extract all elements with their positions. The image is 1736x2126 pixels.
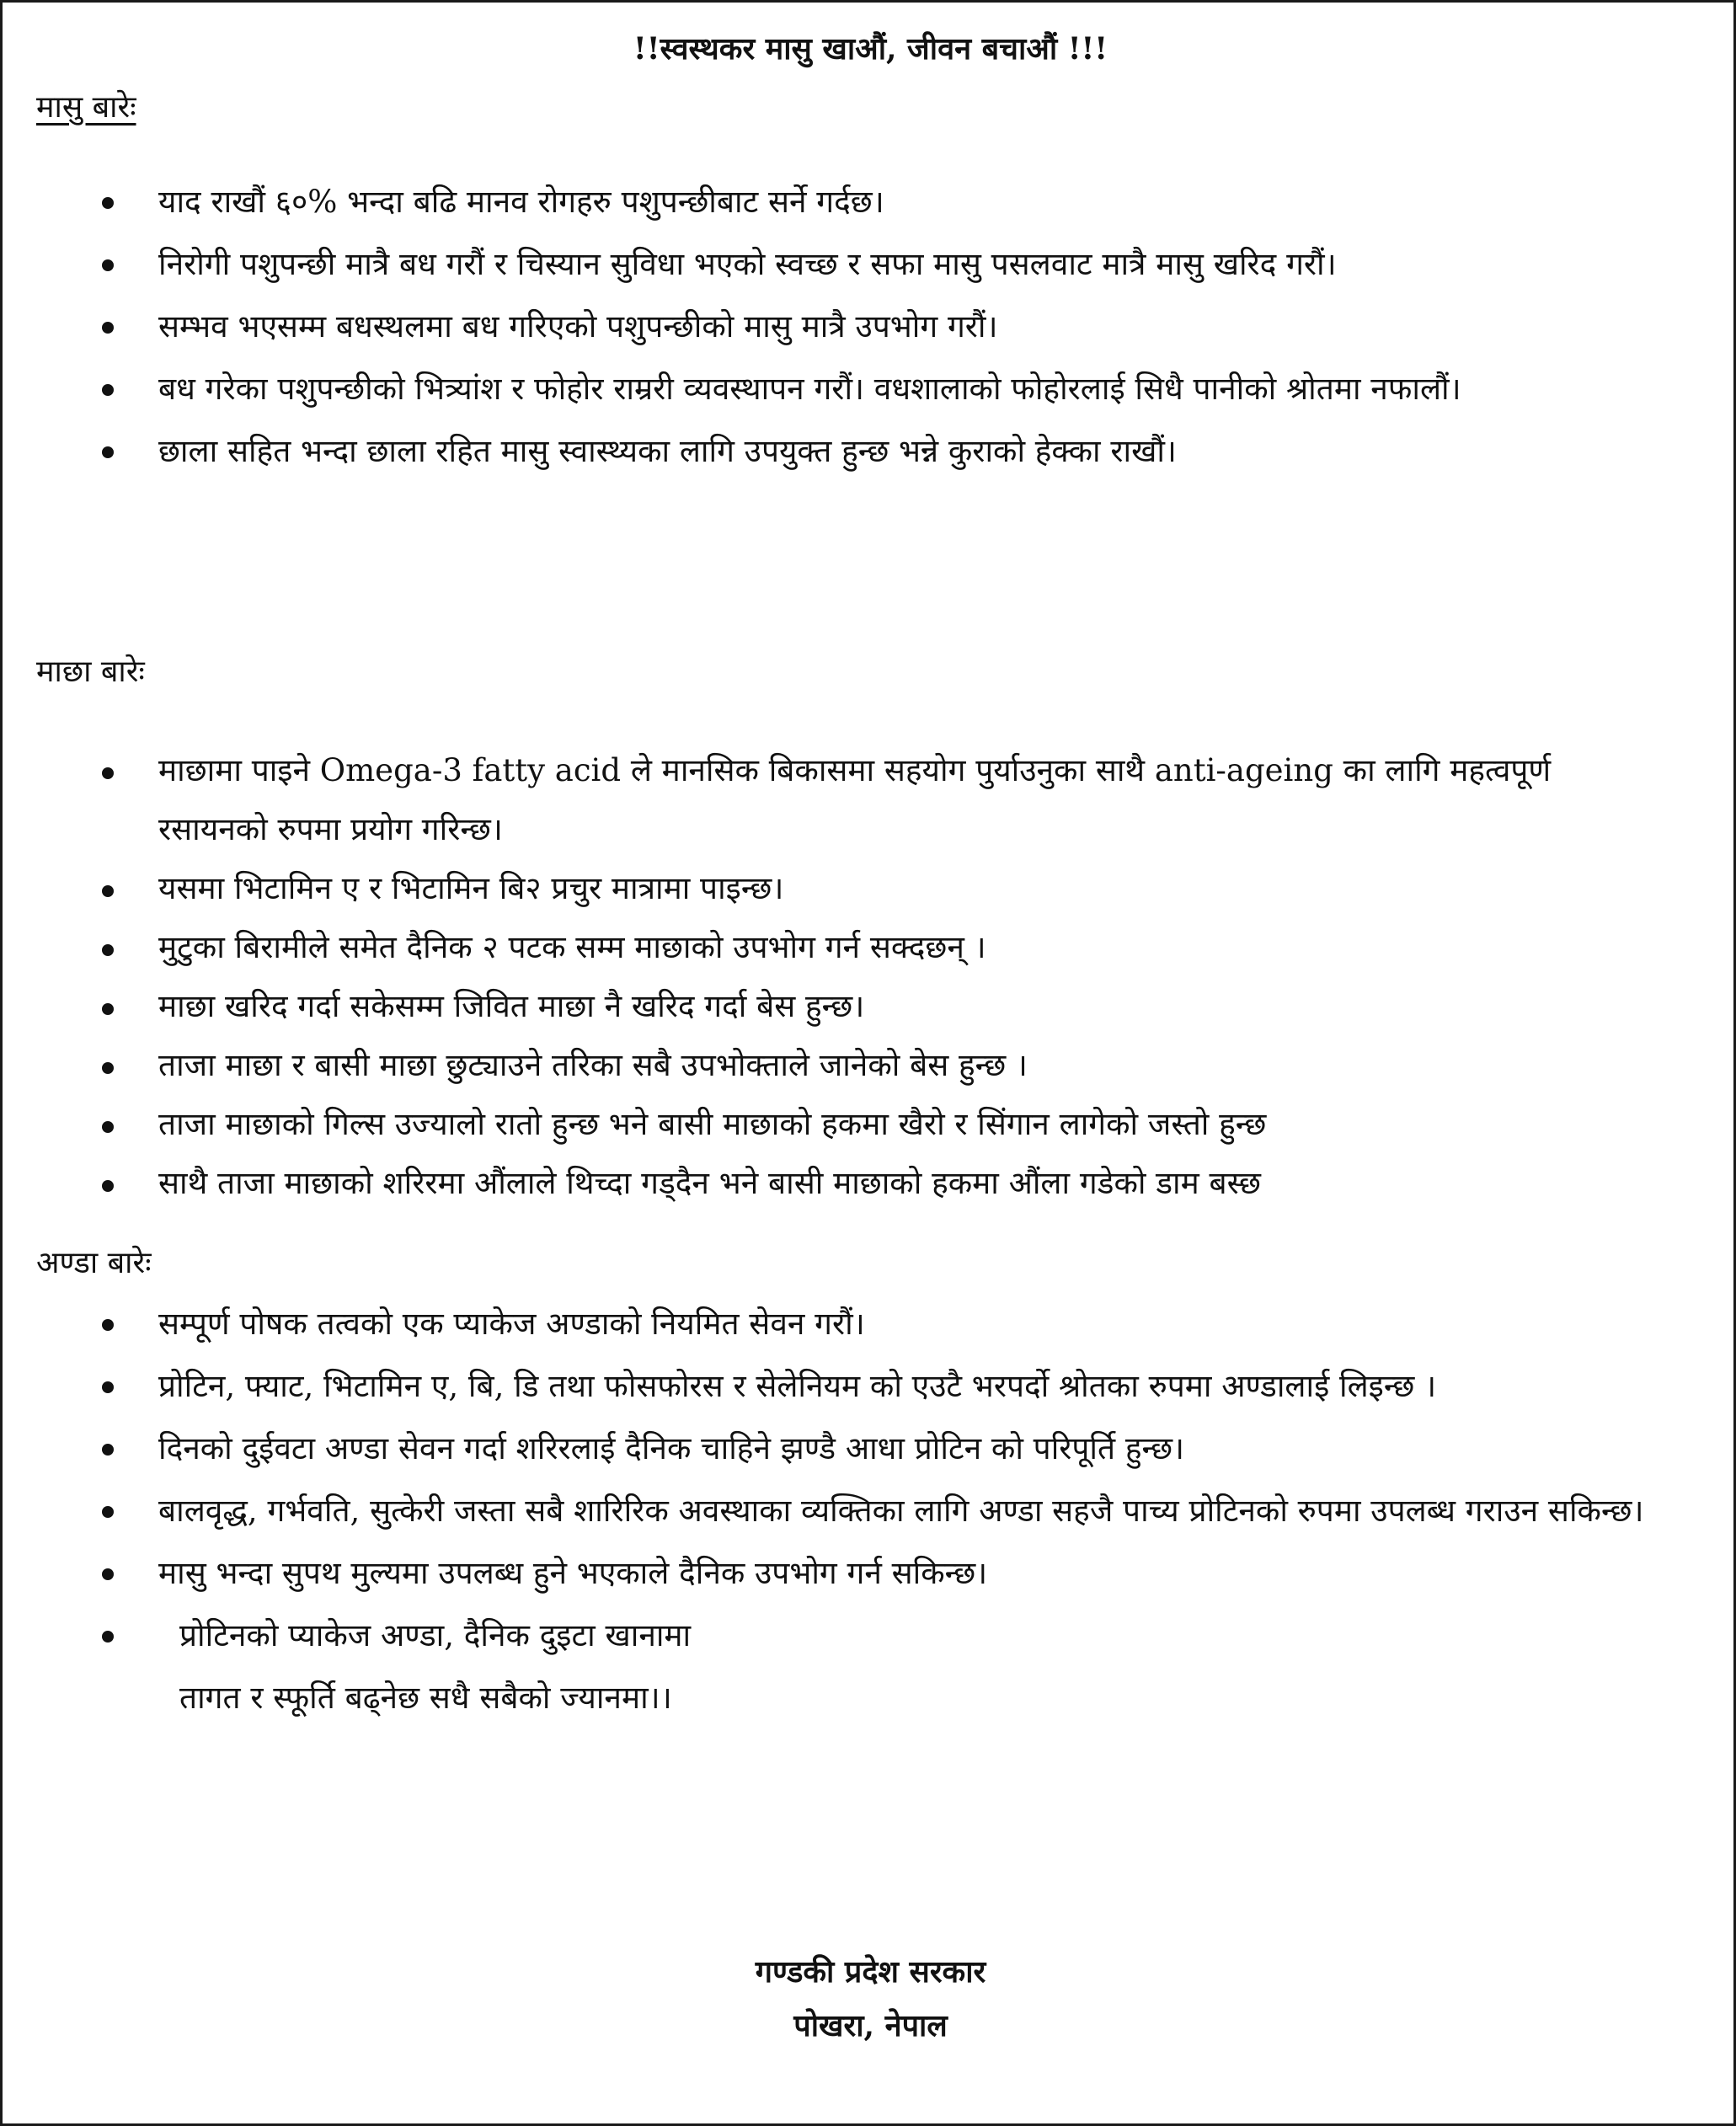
- list-item: बध गरेका पशुपन्छीको भित्र्यांश र फोहोर राम्ररी व्यवस्थापन गरौं। वधशालाको फोहोरलाई सिधै पानीको श्रोतमा नफालौं।: [3, 358, 1736, 420]
- list-item: निरोगी पशुपन्छी मात्रै बध गरौं र चिस्यान सुविधा भएको स्वच्छ र सफा मासु पसलवाट मात्रै मासु खरिद गरौं।: [3, 233, 1736, 296]
- list-item: माछामा पाइने Omega-3 fatty acid ले मानसिक बिकासमा सहयोग पुर्याउनुका साथै anti-ageing का लागि महत्वपूर्ण रसायनको रुपमा प्रयोग गरिन्छ।: [3, 741, 1736, 859]
- section-heading-egg: अण्डा बारेः: [36, 1246, 152, 1280]
- list-item-verse: [3, 1605, 1736, 1729]
- list-item: ताजा माछाको गिल्स उज्यालो रातो हुन्छ भने बासी माछाको हकमा खैरो र सिंगान लागेको जस्तो हुन्छ: [3, 1095, 1736, 1154]
- list-item: छाला सहित भन्दा छाला रहित मासु स्वास्थ्यका लागि उपयुक्त हुन्छ भन्ने कुराको हेक्का राखौं।: [3, 420, 1736, 483]
- issuer-name: गण्डकी प्रदेश सरकार: [755, 1954, 986, 1990]
- section-heading-meat: मासु बारेः: [36, 90, 136, 125]
- document-title: !!स्वस्थकर मासु खाऔं, जीवन बचाऔं !!!: [633, 31, 1108, 67]
- section-heading-fish: माछा बारेः: [36, 654, 145, 689]
- verse-line: तागत र स्फूर्ति बढ्नेछ सधै सबैको ज्यानमा।।: [179, 1680, 672, 1716]
- list-item: बालवृद्ध, गर्भवति, सुत्केरी जस्ता सबै शारिरिक अवस्थाका व्यक्तिका लागि अण्डा सहजै पाच्य प्रोटिनको रुपमा उपलब्ध गराउन सकिन्छ।: [3, 1480, 1736, 1542]
- list-item: प्रोटिन, फ्याट, भिटामिन ए, बि, डि तथा फोसफोरस र सेलेनियम को एउटै भरपर्दो श्रोतका रुपमा अण्डालाई लिइन्छ ।: [3, 1355, 1736, 1418]
- list-item: माछा खरिद गर्दा सकेसम्म जिवित माछा नै खरिद गर्दा बेस हुन्छ।: [3, 977, 1736, 1036]
- meat-list: [3, 171, 1736, 483]
- list-item: सम्भव भएसम्म बधस्थलमा बध गरिएको पशुपन्छीको मासु मात्रै उपभोग गरौं।: [3, 296, 1736, 358]
- list-item: साथै ताजा माछाको शरिरमा औंलाले थिच्दा गड्दैन भने बासी माछाको हकमा औंला गडेको डाम बस्छ: [3, 1154, 1736, 1213]
- list-item: यसमा भिटामिन ए र भिटामिन बि२ प्रचुर मात्रामा पाइन्छ।: [3, 859, 1736, 918]
- list-item: याद राखौं ६०% भन्दा बढि मानव रोगहरु पशुपन्छीबाट सर्ने गर्दछ।: [3, 171, 1736, 233]
- list-item: मुटुका बिरामीले समेत दैनिक २ पटक सम्म माछाको उपभोग गर्न सक्दछन् ।: [3, 918, 1736, 977]
- list-item: ताजा माछा र बासी माछा छुट्याउने तरिका सबै उपभोक्ताले जानेको बेस हुन्छ ।: [3, 1036, 1736, 1095]
- list-item: मासु भन्दा सुपथ मुल्यमा उपलब्ध हुने भएकाले दैनिक उपभोग गर्न सकिन्छ।: [3, 1542, 1736, 1605]
- list-item: दिनको दुईवटा अण्डा सेवन गर्दा शरिरलाई दैनिक चाहिने झण्डै आधा प्रोटिन को परिपूर्ति हुन्छ।: [3, 1418, 1736, 1480]
- egg-list: [3, 1293, 1736, 1729]
- list-item: सम्पूर्ण पोषक तत्वको एक प्याकेज अण्डाको नियमित सेवन गरौं।: [3, 1293, 1736, 1355]
- issuer-location: पोखरा, नेपाल: [793, 2008, 948, 2043]
- verse-line: प्रोटिनको प्याकेज अण्डा, दैनिक दुइटा खानामा: [179, 1617, 692, 1653]
- fish-list: [3, 741, 1736, 1213]
